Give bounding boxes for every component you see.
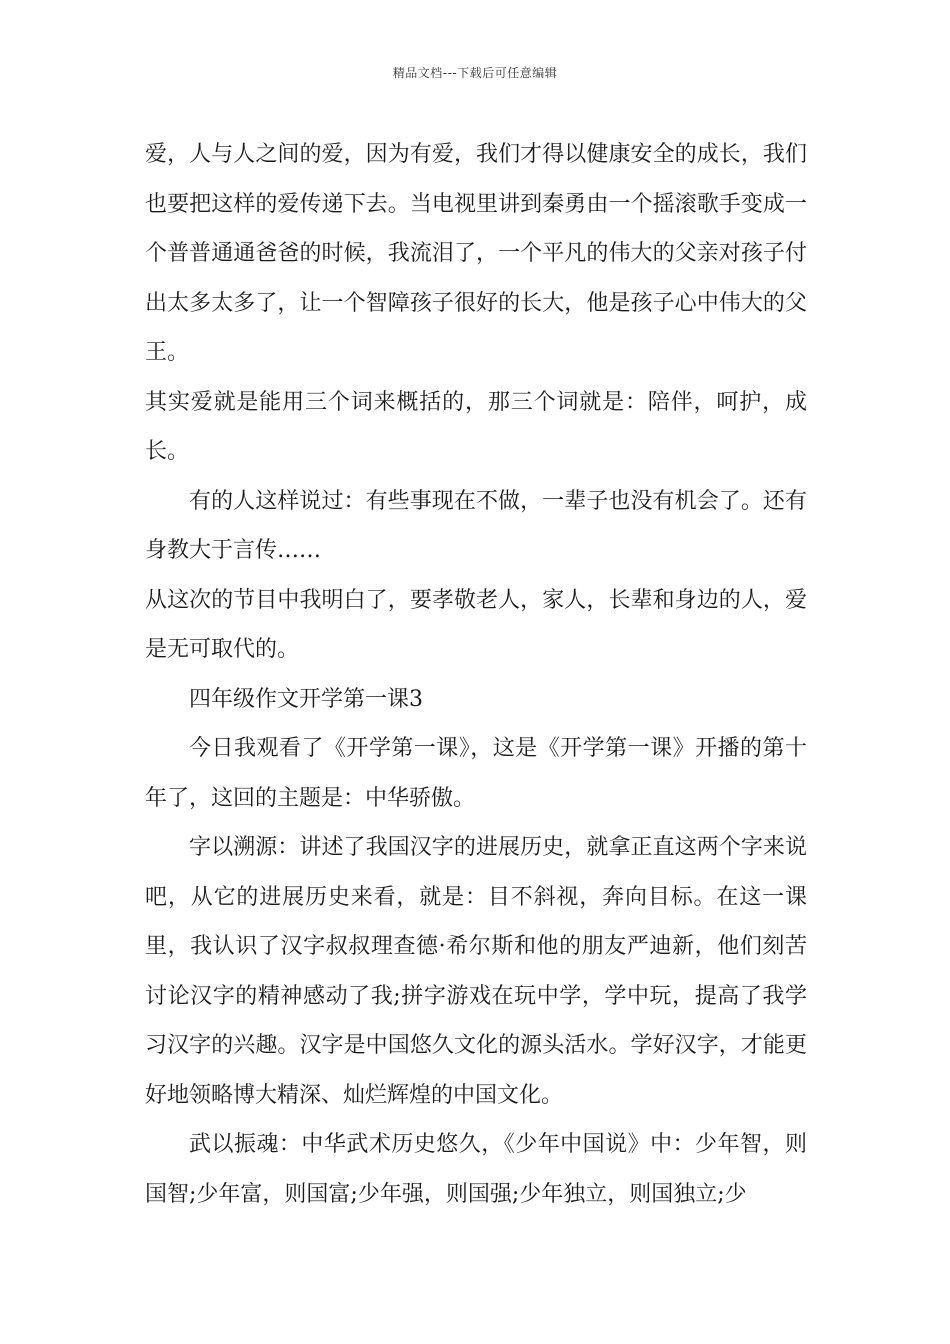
paragraph-4: 从这次的节目中我明白了，要孝敬老人，家人，长辈和身边的人，爱是无可取代的。 <box>145 587 807 662</box>
page-header: 精品文档---下载后可任意编辑 <box>392 66 558 80</box>
paragraph-1: 爱，人与人之间的爱，因为有爱，我们才得以健康安全的成长，我们也要把这样的爱传递下去。当电视里讲到秦勇由一个摇滚歌手变成一个普普通通爸爸的时候，我流泪了，一个平凡的伟大的父亲对孩子付出太多太多了，让一个智障孩子很好的长大，他是孩子心中伟大的父王。 <box>145 142 807 365</box>
paragraph-6: 字以溯源：讲述了我国汉字的进展历史，就拿正直这两个字来说吧，从它的进展历史来看，就是：目不斜视，奔向目标。在这一课里，我认识了汉字叔叔理查德·希尔斯和他的朋友严迪新，他们刻苦讨论汉字的精神感动了我;拼字游戏在玩中学，学中玩，提高了我学习汉字的兴趣。汉字是中国悠久文化的源头活水。学好汉字，才能更好地领略博大精深、灿烂辉煌的中国文化。 <box>145 835 807 1108</box>
paragraph-5: 今日我观看了《开学第一课》，这是《开学第一课》开播的第十年了，这回的主题是：中华骄傲。 <box>145 736 807 811</box>
paragraph-7: 武以振魂：中华武术历史悠久，《少年中国说》中：少年智，则国智;少年富，则国富;少年强，则国强;少年独立，则国独立;少 <box>145 1132 807 1207</box>
document-body <box>145 130 807 1219</box>
paragraph-3: 有的人这样说过：有些事现在不做，一辈子也没有机会了。还有身教大于言传…… <box>145 488 807 563</box>
section-title: 四年级作文开学第一课3 <box>189 686 423 712</box>
paragraph-2: 其实爱就是能用三个词来概括的，那三个词就是：陪伴，呵护，成长。 <box>145 389 807 464</box>
